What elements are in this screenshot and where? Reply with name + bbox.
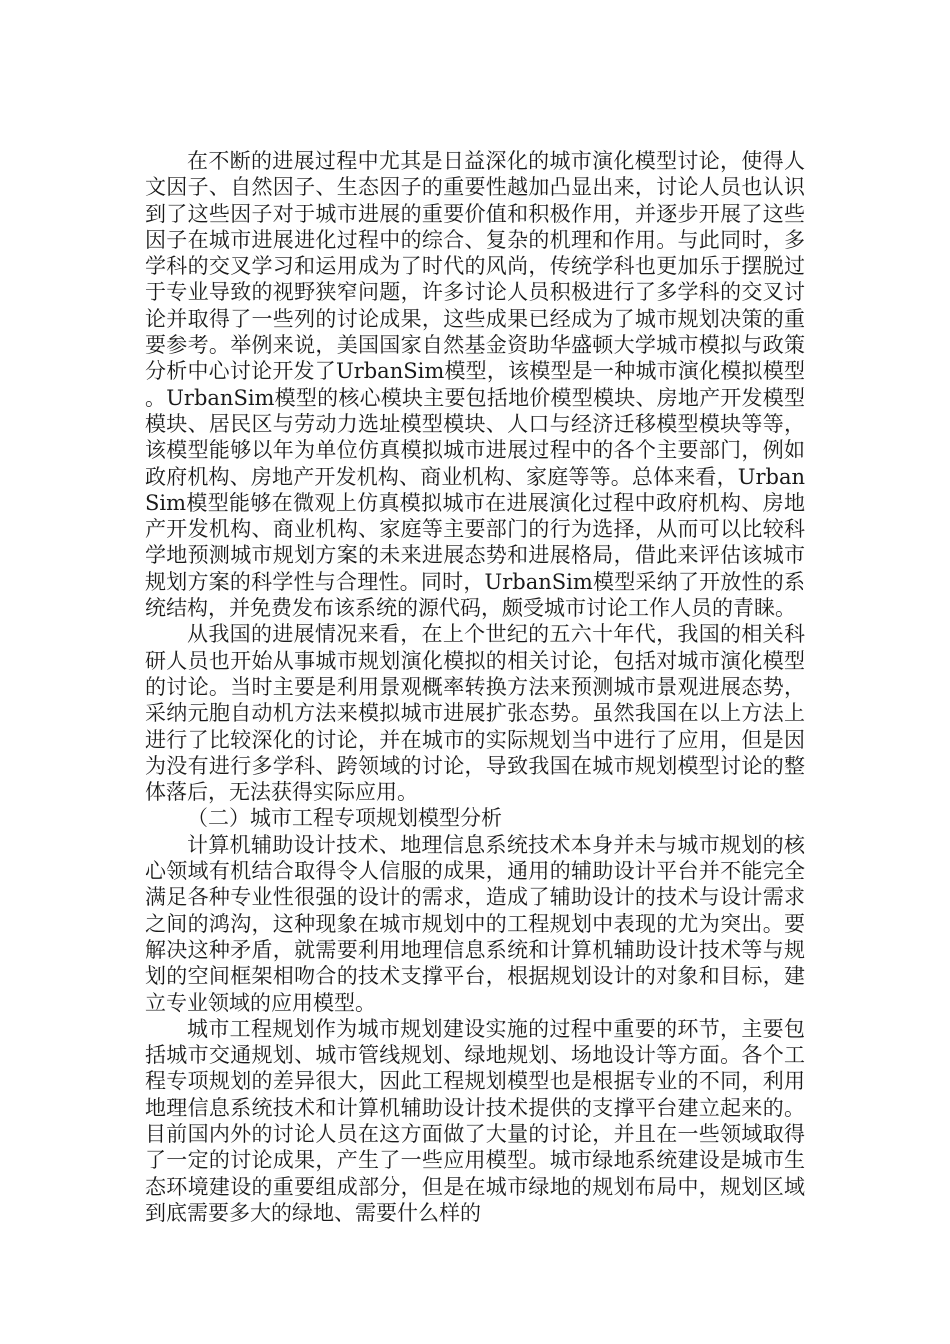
- paragraph-china-progress: 从我国的进展情况来看，在上个世纪的五六十年代，我国的相关科研人员也开始从事城市规划演化模拟的相关讨论，包括对城市演化模型的讨论。当时主要是利用景观概率转换方法来预测城市景观进展态势，采纳元胞自动机方法来模拟城市进展扩张态势。虽然我国在以上方法上进行了比较深化的讨论，并在城市的实际规划当中进行了应用，但是因为没有进行多学科、跨领域的讨论，导致我国在城市规划模型讨论的整体落后，无法获得实际应用。: [145, 622, 805, 805]
- document-body: [145, 148, 805, 1226]
- paragraph-urbansim: 在不断的进展过程中尤其是日益深化的城市演化模型讨论，使得人文因子、自然因子、生态因子的重要性越加凸显出来，讨论人员也认识到了这些因子对于城市进展的重要价值和积极作用，并逐步开展了这些因子在城市进展进化过程中的综合、复杂的机理和作用。与此同时，多学科的交叉学习和运用成为了时代的风尚，传统学科也更加乐于摆脱过于专业导致的视野狭窄问题，许多讨论人员积极进行了多学科的交叉讨论并取得了一些列的讨论成果，这些成果已经成为了城市规划决策的重要参考。举例来说，美国国家自然基金资助华盛顿大学城市模拟与政策分析中心讨论开发了UrbanSim模型，该模型是一种城市演化模拟模型。UrbanSim模型的核心模块主要包括地价模型模块、房地产开发模型模块、居民区与劳动力选址模型模块、人口与经济迁移模型模块等等，该模型能够以年为单位仿真模拟城市进展过程中的各个主要部门，例如政府机构、房地产开发机构、商业机构、家庭等等。总体来看，UrbanSim模型能够在微观上仿真模拟城市在进展演化过程中政府机构、房地产开发机构、商业机构、家庭等主要部门的行为选择，从而可以比较科学地预测城市规划方案的未来进展态势和进展格局，借此来评估该城市规划方案的科学性与合理性。同时，UrbanSim模型采纳了开放性的系统结构，并免费发布该系统的源代码，颇受城市讨论工作人员的青睐。: [145, 149, 805, 621]
- section-heading: （二）城市工程专项规划模型分析: [187, 806, 502, 831]
- paragraph-cad-gis: 计算机辅助设计技术、地理信息系统技术本身并未与城市规划的核心领域有机结合取得令人信服的成果，通用的辅助设计平台并不能完全满足各种专业性很强的设计的需求，造成了辅助设计的技术与设计需求之间的鸿沟，这种现象在城市规划中的工程规划中表现的尤为突出。要解决这种矛盾，就需要利用地理信息系统和计算机辅助设计技术等与规划的空间框架相吻合的技术支撑平台，根据规划设计的对象和目标，建立专业领域的应用模型。: [145, 832, 805, 1015]
- paragraph-engineering-planning: 城市工程规划作为城市规划建设实施的过程中重要的环节，主要包括城市交通规划、城市管线规划、绿地规划、场地设计等方面。各个工程专项规划的差异很大，因此工程规划模型也是根据专业的不同，利用地理信息系统技术和计算机辅助设计技术提供的支撑平台建立起来的。目前国内外的讨论人员在这方面做了大量的讨论，并且在一些领域取得了一定的讨论成果，产生了一些应用模型。城市绿地系统建设是城市生态环境建设的重要组成部分，但是在城市绿地的规划布局中，规划区域到底需要多大的绿地、需要什么样的: [145, 1016, 805, 1225]
